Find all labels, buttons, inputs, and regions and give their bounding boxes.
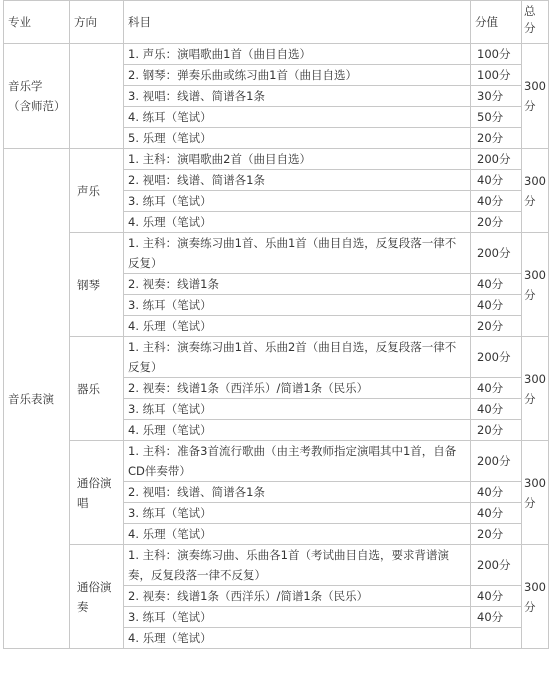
table-row bbox=[4, 44, 549, 65]
subject-cell: 1. 主科：演奏练习曲1首、乐曲1首（曲目自选，反复段落一律不反复） bbox=[124, 233, 471, 274]
score-cell: 40分 bbox=[471, 607, 522, 628]
subject-cell: 2. 视奏：线谱1条（西洋乐）/简谱1条（民乐） bbox=[124, 378, 471, 399]
score-cell: 40分 bbox=[471, 274, 522, 295]
score-cell: 40分 bbox=[471, 191, 522, 212]
subject-cell: 4. 乐理（笔试） bbox=[124, 524, 471, 545]
score-cell: 100分 bbox=[471, 65, 522, 86]
table-row bbox=[4, 337, 549, 378]
direction-cell: 通俗演奏 bbox=[70, 545, 124, 649]
score-cell: 40分 bbox=[471, 503, 522, 524]
total-cell: 300分 bbox=[522, 545, 549, 649]
score-cell: 200分 bbox=[471, 233, 522, 274]
score-cell: 200分 bbox=[471, 545, 522, 586]
subject-cell: 3. 练耳（笔试） bbox=[124, 399, 471, 420]
score-cell: 200分 bbox=[471, 337, 522, 378]
score-cell: 40分 bbox=[471, 482, 522, 503]
header-direction: 方向 bbox=[70, 1, 124, 44]
score-cell: 20分 bbox=[471, 128, 522, 149]
subject-cell: 2. 视唱：线谱、简谱各1条 bbox=[124, 482, 471, 503]
header-subject: 科目 bbox=[124, 1, 471, 44]
subject-cell: 1. 主科：演奏练习曲1首、乐曲2首（曲目自选，反复段落一律不反复） bbox=[124, 337, 471, 378]
subject-cell: 3. 练耳（笔试） bbox=[124, 607, 471, 628]
table-row bbox=[4, 233, 549, 274]
major-cell: 音乐学（含师范） bbox=[4, 44, 70, 149]
score-cell: 40分 bbox=[471, 170, 522, 191]
direction-cell bbox=[70, 44, 124, 149]
header-total: 总分 bbox=[522, 1, 549, 44]
subject-cell: 3. 练耳（笔试） bbox=[124, 191, 471, 212]
header-major: 专业 bbox=[4, 1, 70, 44]
major-cell: 音乐表演 bbox=[4, 149, 70, 649]
subject-cell: 5. 乐理（笔试） bbox=[124, 128, 471, 149]
total-cell: 300分 bbox=[522, 337, 549, 441]
score-cell: 40分 bbox=[471, 378, 522, 399]
subject-cell: 4. 乐理（笔试） bbox=[124, 628, 471, 649]
direction-cell: 钢琴 bbox=[70, 233, 124, 337]
subject-cell: 2. 视唱：线谱、简谱各1条 bbox=[124, 170, 471, 191]
total-cell: 300分 bbox=[522, 44, 549, 149]
direction-cell: 器乐 bbox=[70, 337, 124, 441]
score-cell: 20分 bbox=[471, 420, 522, 441]
total-cell: 300分 bbox=[522, 441, 549, 545]
header-row bbox=[4, 1, 549, 44]
score-cell: 100分 bbox=[471, 44, 522, 65]
table-body bbox=[4, 44, 549, 649]
subject-cell: 4. 乐理（笔试） bbox=[124, 316, 471, 337]
score-cell: 20分 bbox=[471, 212, 522, 233]
score-cell: 200分 bbox=[471, 441, 522, 482]
subject-cell: 3. 练耳（笔试） bbox=[124, 295, 471, 316]
subject-cell: 4. 乐理（笔试） bbox=[124, 212, 471, 233]
total-cell: 300分 bbox=[522, 149, 549, 233]
table-row bbox=[4, 441, 549, 482]
subject-cell: 2. 视奏：线谱1条 bbox=[124, 274, 471, 295]
total-cell: 300分 bbox=[522, 233, 549, 337]
score-cell: 50分 bbox=[471, 107, 522, 128]
subject-cell: 4. 乐理（笔试） bbox=[124, 420, 471, 441]
score-cell: 200分 bbox=[471, 149, 522, 170]
score-cell: 20分 bbox=[471, 316, 522, 337]
subject-cell: 1. 主科：演奏练习曲、乐曲各1首（考试曲目自选，要求背谱演奏，反复段落一律不反复） bbox=[124, 545, 471, 586]
subject-cell: 2. 视奏：线谱1条（西洋乐）/简谱1条（民乐） bbox=[124, 586, 471, 607]
score-cell: 30分 bbox=[471, 86, 522, 107]
score-cell: 20分 bbox=[471, 524, 522, 545]
direction-cell: 通俗演唱 bbox=[70, 441, 124, 545]
exam-subjects-table bbox=[3, 0, 549, 649]
subject-cell: 1. 主科：准备3首流行歌曲（由主考教师指定演唱其中1首，自备CD伴奏带） bbox=[124, 441, 471, 482]
header-score: 分值 bbox=[471, 1, 522, 44]
table-row bbox=[4, 545, 549, 586]
subject-cell: 4. 练耳（笔试） bbox=[124, 107, 471, 128]
direction-cell: 声乐 bbox=[70, 149, 124, 233]
subject-cell: 1. 声乐：演唱歌曲1首（曲目自选） bbox=[124, 44, 471, 65]
table-row bbox=[4, 149, 549, 170]
score-cell: 40分 bbox=[471, 586, 522, 607]
score-cell: 40分 bbox=[471, 399, 522, 420]
subject-cell: 1. 主科：演唱歌曲2首（曲目自选） bbox=[124, 149, 471, 170]
subject-cell: 2. 钢琴：弹奏乐曲或练习曲1首（曲目自选） bbox=[124, 65, 471, 86]
score-cell: 40分 bbox=[471, 295, 522, 316]
subject-cell: 3. 练耳（笔试） bbox=[124, 503, 471, 524]
subject-cell: 3. 视唱：线谱、简谱各1条 bbox=[124, 86, 471, 107]
score-cell bbox=[471, 628, 522, 649]
